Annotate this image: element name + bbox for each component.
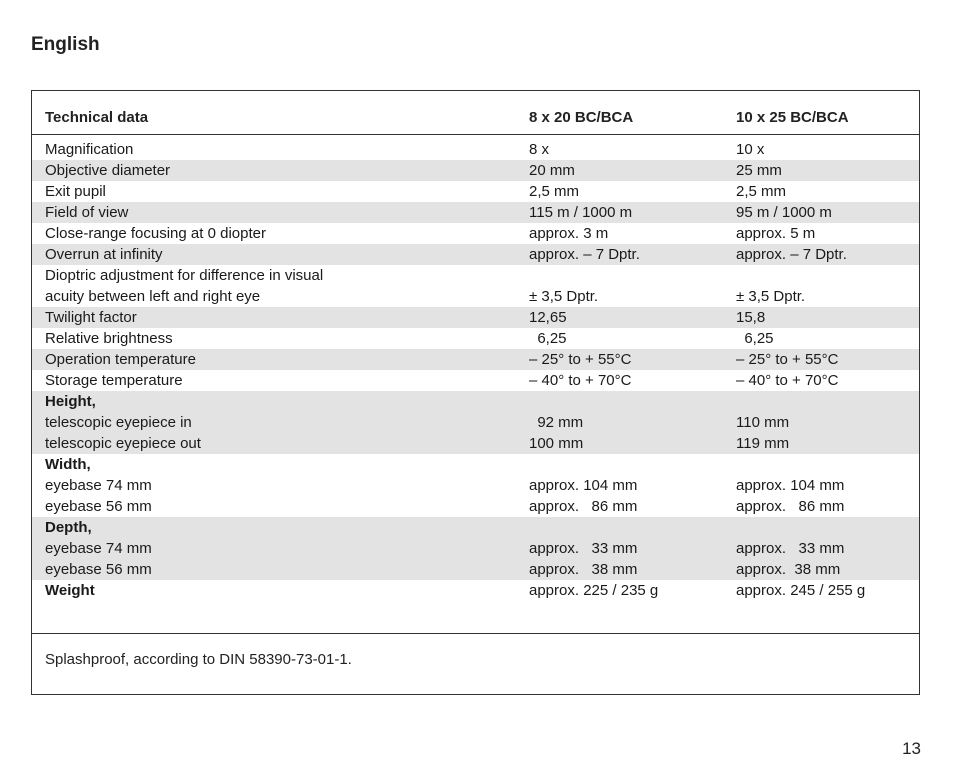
row-label: Field of view <box>45 204 129 221</box>
row-value-10x25: 95 m / 1000 m <box>736 204 832 221</box>
header-technical-data: Technical data <box>45 109 149 126</box>
row-value-8x20: ± 3,5 Dptr. <box>529 288 599 305</box>
row-value-10x25: 10 x <box>736 141 765 158</box>
footnote: Splashproof, according to DIN 58390-73-01-1. <box>45 651 352 668</box>
row-value-10x25: 25 mm <box>736 162 782 179</box>
table-row <box>32 538 919 559</box>
row-value-8x20: 92 mm <box>529 414 584 431</box>
table-row <box>32 580 919 601</box>
row-value-8x20: 100 mm <box>529 435 584 452</box>
row-value-10x25: approx. 86 mm <box>736 498 845 515</box>
table-body <box>32 139 919 601</box>
row-label: Overrun at infinity <box>45 246 163 263</box>
row-value-10x25: – 40° to + 70°C <box>736 372 839 389</box>
table-row <box>32 286 919 307</box>
table-row <box>32 328 919 349</box>
row-value-8x20: 6,25 <box>529 330 567 347</box>
row-label: Weight <box>45 582 95 599</box>
row-value-10x25: approx. 104 mm <box>736 477 845 494</box>
table-row <box>32 349 919 370</box>
row-label: Storage temperature <box>45 372 183 389</box>
table-header <box>32 91 919 135</box>
row-label: Objective diameter <box>45 162 171 179</box>
row-value-8x20: approx. 86 mm <box>529 498 638 515</box>
row-label: eyebase 56 mm <box>45 561 152 578</box>
table-row <box>32 307 919 328</box>
table-row <box>32 265 919 286</box>
row-value-10x25: approx. 245 / 255 g <box>736 582 866 599</box>
row-value-8x20: 12,65 <box>529 309 567 326</box>
row-label: acuity between left and right eye <box>45 288 261 305</box>
row-value-8x20: 115 m / 1000 m <box>529 204 633 221</box>
technical-data-table <box>31 90 920 695</box>
row-value-10x25: 15,8 <box>736 309 766 326</box>
table-row <box>32 454 919 475</box>
row-value-10x25: approx. 33 mm <box>736 540 845 557</box>
row-value-8x20: approx. 225 / 235 g <box>529 582 659 599</box>
row-value-8x20: approx. 33 mm <box>529 540 638 557</box>
row-label: Dioptric adjustment for difference in visual <box>45 267 324 284</box>
row-label: Width, <box>45 456 91 473</box>
table-row <box>32 139 919 160</box>
row-value-8x20: approx. 104 mm <box>529 477 638 494</box>
row-value-10x25: 2,5 mm <box>736 183 787 200</box>
page-heading: English <box>31 34 100 55</box>
header-model-10x25: 10 x 25 BC/BCA <box>736 109 849 126</box>
row-label: eyebase 74 mm <box>45 540 152 557</box>
table-row <box>32 391 919 412</box>
row-value-10x25: approx. 38 mm <box>736 561 841 578</box>
row-value-10x25: approx. – 7 Dptr. <box>736 246 847 263</box>
footnote-divider <box>32 633 919 634</box>
row-label: eyebase 56 mm <box>45 498 152 515</box>
table-row <box>32 517 919 538</box>
row-value-8x20: 20 mm <box>529 162 575 179</box>
table-row <box>32 475 919 496</box>
row-value-8x20: approx. 38 mm <box>529 561 638 578</box>
row-value-8x20: – 25° to + 55°C <box>529 351 632 368</box>
table-row <box>32 412 919 433</box>
table-row <box>32 496 919 517</box>
table-row <box>32 433 919 454</box>
row-label: telescopic eyepiece in <box>45 414 192 431</box>
row-value-10x25: 119 mm <box>736 435 790 452</box>
row-value-10x25: 110 mm <box>736 414 790 431</box>
row-value-8x20: 8 x <box>529 141 550 158</box>
row-value-10x25: – 25° to + 55°C <box>736 351 839 368</box>
row-value-8x20: approx. – 7 Dptr. <box>529 246 640 263</box>
row-value-10x25: approx. 5 m <box>736 225 816 242</box>
row-value-8x20: approx. 3 m <box>529 225 609 242</box>
row-label: Exit pupil <box>45 183 106 200</box>
table-row <box>32 559 919 580</box>
row-label: Operation temperature <box>45 351 196 368</box>
row-value-8x20: 2,5 mm <box>529 183 580 200</box>
table-row <box>32 370 919 391</box>
table-row <box>32 223 919 244</box>
row-label: Magnification <box>45 141 134 158</box>
row-label: Relative brightness <box>45 330 173 347</box>
page-number: 13 <box>902 739 921 758</box>
row-value-8x20: – 40° to + 70°C <box>529 372 632 389</box>
row-value-10x25: ± 3,5 Dptr. <box>736 288 806 305</box>
row-label: Twilight factor <box>45 309 137 326</box>
row-label: Height, <box>45 393 96 410</box>
row-label: Depth, <box>45 519 92 536</box>
row-label: telescopic eyepiece out <box>45 435 201 452</box>
row-label: Close-range focusing at 0 diopter <box>45 225 266 242</box>
row-label: eyebase 74 mm <box>45 477 152 494</box>
table-row <box>32 160 919 181</box>
table-row <box>32 244 919 265</box>
header-model-8x20: 8 x 20 BC/BCA <box>529 109 634 126</box>
table-row <box>32 181 919 202</box>
table-row <box>32 202 919 223</box>
row-value-10x25: 6,25 <box>736 330 774 347</box>
